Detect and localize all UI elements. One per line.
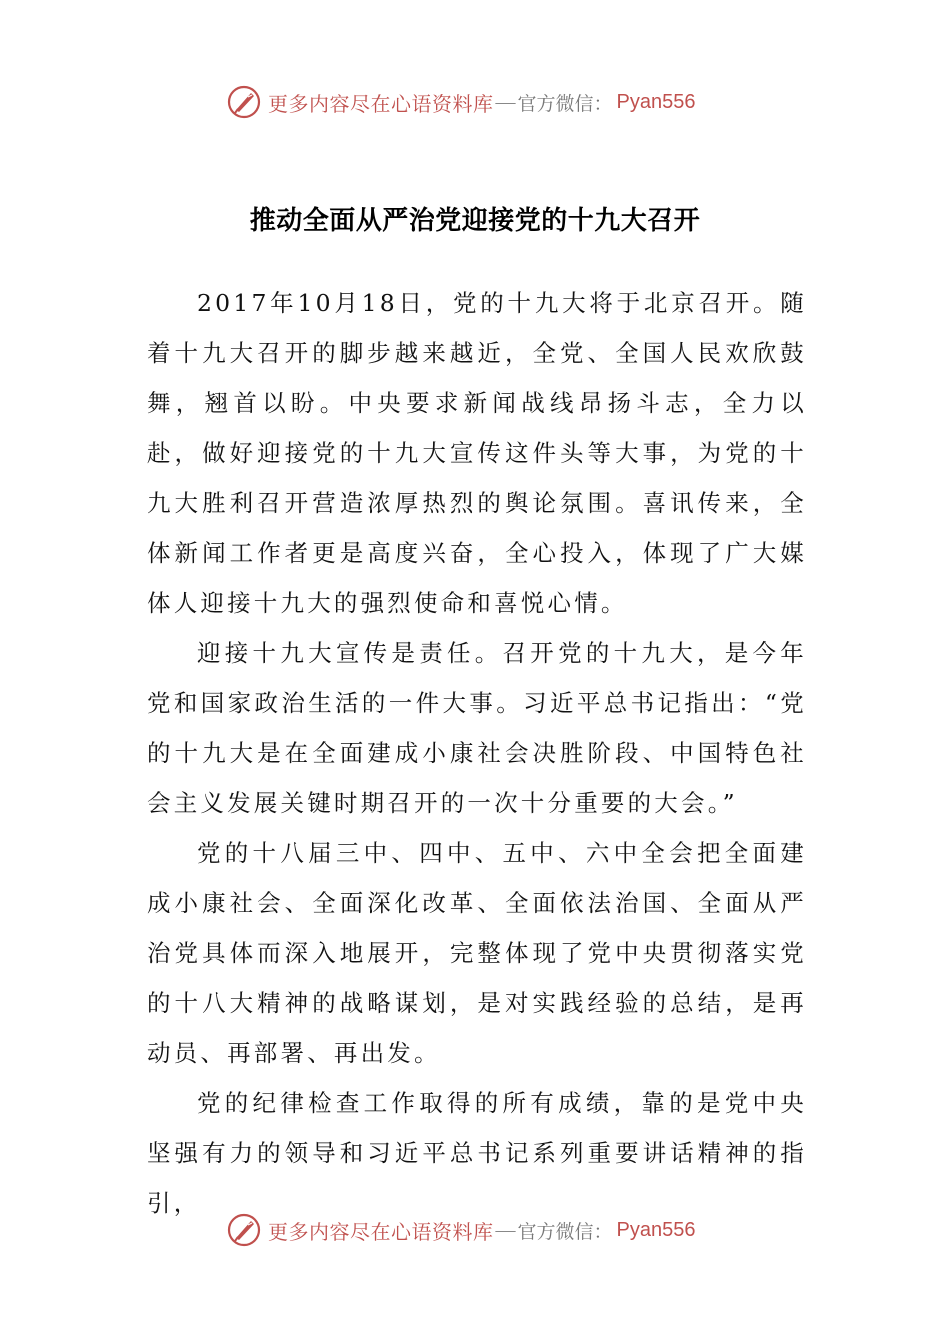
footer-wechat-label: 官方微信：: [517, 1220, 613, 1243]
header-promo-text: 更多内容尽在心语资料库: [268, 91, 494, 116]
paragraph-4: 党的纪律检查工作取得的所有成绩，靠的是党中央坚强有力的领导和习近平总书记系列重要讲话精神的指引，: [147, 1089, 807, 1217]
article-body: [147, 278, 807, 1228]
footer-banner: [226, 1208, 746, 1252]
paragraph-2: 迎接十九大宣传是责任。召开党的十九大，是今年党和国家政治生活的一件大事。习近平总书记指出：“党的十九大是在全面建成小康社会决胜阶段、中国特色社会主义发展关键时期召开的一次十分重要的大会。”: [147, 639, 807, 817]
page-title: 推动全面从严治党迎接党的十九大召开: [249, 206, 701, 236]
paragraph-1: 2017年10月18日，党的十九大将于北京召开。随着十九大召开的脚步越来越近，全党、全国人民欢欣鼓舞，翘首以盼。中央要求新闻战线昂扬斗志，全力以赴，做好迎接党的十九大宣传这件头等大事，为党的十九大胜利召开营造浓厚热烈的舆论氛围。喜讯传来，全体新闻工作者更是高度兴奋，全心投入，体现了广大媒体人迎接十九大的强烈使命和喜悦心情。: [147, 289, 807, 617]
paragraph-3: 党的十八届三中、四中、五中、六中全会把全面建成小康社会、全面深化改革、全面依法治国、全面从严治党具体而深入地展开，完整体现了党中央贯彻落实党的十八大精神的战略谋划，是对实践经验的总结，是再动员、再部署、再出发。: [147, 839, 807, 1067]
header-wechat-id: Pyan556: [616, 90, 696, 113]
header-banner: [226, 80, 746, 124]
header-wechat-label: 官方微信：: [517, 92, 613, 115]
quill-pen-logo-icon: [226, 1212, 262, 1248]
header-separator: —: [495, 90, 516, 113]
footer-wechat-id: Pyan556: [616, 1218, 696, 1241]
footer-promo-text: 更多内容尽在心语资料库: [268, 1219, 494, 1244]
quill-pen-logo-icon: [226, 84, 262, 120]
footer-separator: —: [495, 1218, 516, 1241]
